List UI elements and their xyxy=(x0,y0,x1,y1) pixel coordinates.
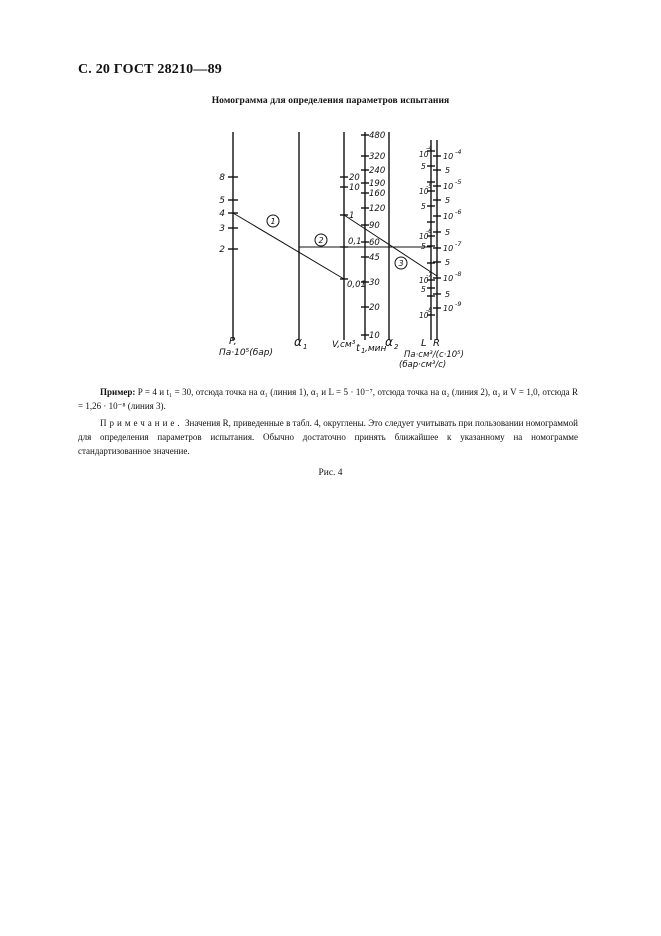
l-tick: 10 xyxy=(419,311,429,320)
figure-caption: Рис. 4 xyxy=(318,468,343,478)
line-label-3: 3 xyxy=(398,259,404,268)
r-tick: -4 xyxy=(455,148,462,156)
r-tick: -6 xyxy=(455,208,462,216)
t-axis-label-t: t xyxy=(356,343,360,354)
r-tick: 5 xyxy=(445,196,451,205)
l-tick: 5 xyxy=(421,162,426,171)
t-axis-unit: ,мин xyxy=(365,344,387,354)
r-tick: 10 xyxy=(443,274,454,283)
r-tick: 10 xyxy=(443,244,454,253)
p-tick: 2 xyxy=(219,245,225,255)
v-tick: 1 xyxy=(349,211,355,221)
note-label: Примечание. xyxy=(100,418,183,428)
v-tick: 0,01 xyxy=(347,280,366,290)
p-tick: 4 xyxy=(219,209,225,219)
r-tick: -5 xyxy=(455,178,462,186)
t-tick: 30 xyxy=(369,278,380,288)
l-axis-unit-2: (бар·см³/с) xyxy=(399,360,447,370)
figure-title: Номограмма для определения параметров испытания xyxy=(211,96,450,106)
line-1 xyxy=(233,213,344,279)
l-axis-label: L xyxy=(421,338,427,349)
l-axis-unit-1: Па·см³/(с·10⁵) xyxy=(404,350,464,360)
alpha1-label: α xyxy=(294,335,302,349)
l-tick: -4 xyxy=(426,145,432,152)
example-text: P = 4 и t₁ = 30, отсюда точка на α₁ (линия 1), α₁ и L = 5 · 10⁻⁷, отсюда точка на α₂ (линия 2), α₂ и V = 1,0, отсюда R = 1,26 · 10⁻⁸ (линия 3). xyxy=(78,387,579,411)
t-axis-sub: 1 xyxy=(361,347,366,355)
r-tick: 10 xyxy=(443,212,454,221)
l-tick: -7 xyxy=(426,272,432,279)
example-paragraph xyxy=(78,385,578,413)
line-label-1: 1 xyxy=(270,217,276,226)
alpha2-sub: 2 xyxy=(394,343,399,351)
v-tick: 0,1 xyxy=(348,237,362,247)
p-axis-label: P, xyxy=(229,336,237,347)
t-tick: 320 xyxy=(369,152,386,162)
alpha2-label: α xyxy=(385,335,393,349)
nomogram xyxy=(0,0,661,380)
example-label: Пример: xyxy=(100,387,136,397)
t-tick: 240 xyxy=(369,166,386,176)
r-tick: 10 xyxy=(443,304,454,313)
r-tick: 5 xyxy=(445,166,451,175)
l-tick: 10 xyxy=(419,276,429,285)
r-tick: 10 xyxy=(443,182,454,191)
v-axis-label: V,см³ xyxy=(332,340,356,350)
line-label-2: 2 xyxy=(318,236,324,245)
v-tick: 20 xyxy=(349,173,360,183)
r-axis-label: R xyxy=(433,338,440,349)
p-tick: 5 xyxy=(219,196,225,206)
l-tick: -6 xyxy=(426,228,432,235)
l-tick: 5 xyxy=(421,202,426,211)
t-tick: 60 xyxy=(369,238,380,248)
t-tick: 120 xyxy=(369,204,386,214)
r-tick: 10 xyxy=(443,152,454,161)
r-tick: -7 xyxy=(455,240,462,248)
page-header: С. 20 ГОСТ 28210—89 xyxy=(78,62,222,77)
t-tick: 45 xyxy=(369,253,380,263)
l-tick: 10 xyxy=(419,187,429,196)
t-tick: 20 xyxy=(369,303,380,313)
r-tick: 5 xyxy=(445,290,451,299)
t-tick: 10 xyxy=(369,331,380,341)
l-tick: 5 xyxy=(421,285,426,294)
p-axis-unit: Па·10⁵(бар) xyxy=(219,348,274,358)
p-tick: 8 xyxy=(219,173,225,183)
r-tick: -8 xyxy=(455,270,462,278)
l-tick: 10 xyxy=(419,150,429,159)
note-text: Значения R, приведенные в табл. 4, округлены. Это следует учитывать при пользовании номограммой для определения параметров испытания. Обычно достаточно принять ближайшее к указанному на номограмме стандартизованное значение. xyxy=(78,418,578,456)
t-tick: 190 xyxy=(369,179,386,189)
r-tick: 5 xyxy=(445,228,451,237)
l-tick: -8 xyxy=(426,307,432,314)
t-tick: 90 xyxy=(369,221,380,231)
note-paragraph xyxy=(78,416,578,458)
p-tick: 3 xyxy=(219,224,225,234)
t-tick: 160 xyxy=(369,189,386,199)
v-tick: 10 xyxy=(349,183,360,193)
l-tick: -5 xyxy=(426,183,432,190)
r-tick: -9 xyxy=(455,300,462,308)
l-tick: 5 xyxy=(421,242,426,251)
t-tick: 480 xyxy=(369,131,386,141)
r-tick: 5 xyxy=(445,258,451,267)
alpha1-sub: 1 xyxy=(303,343,308,351)
l-tick: 10 xyxy=(419,232,429,241)
